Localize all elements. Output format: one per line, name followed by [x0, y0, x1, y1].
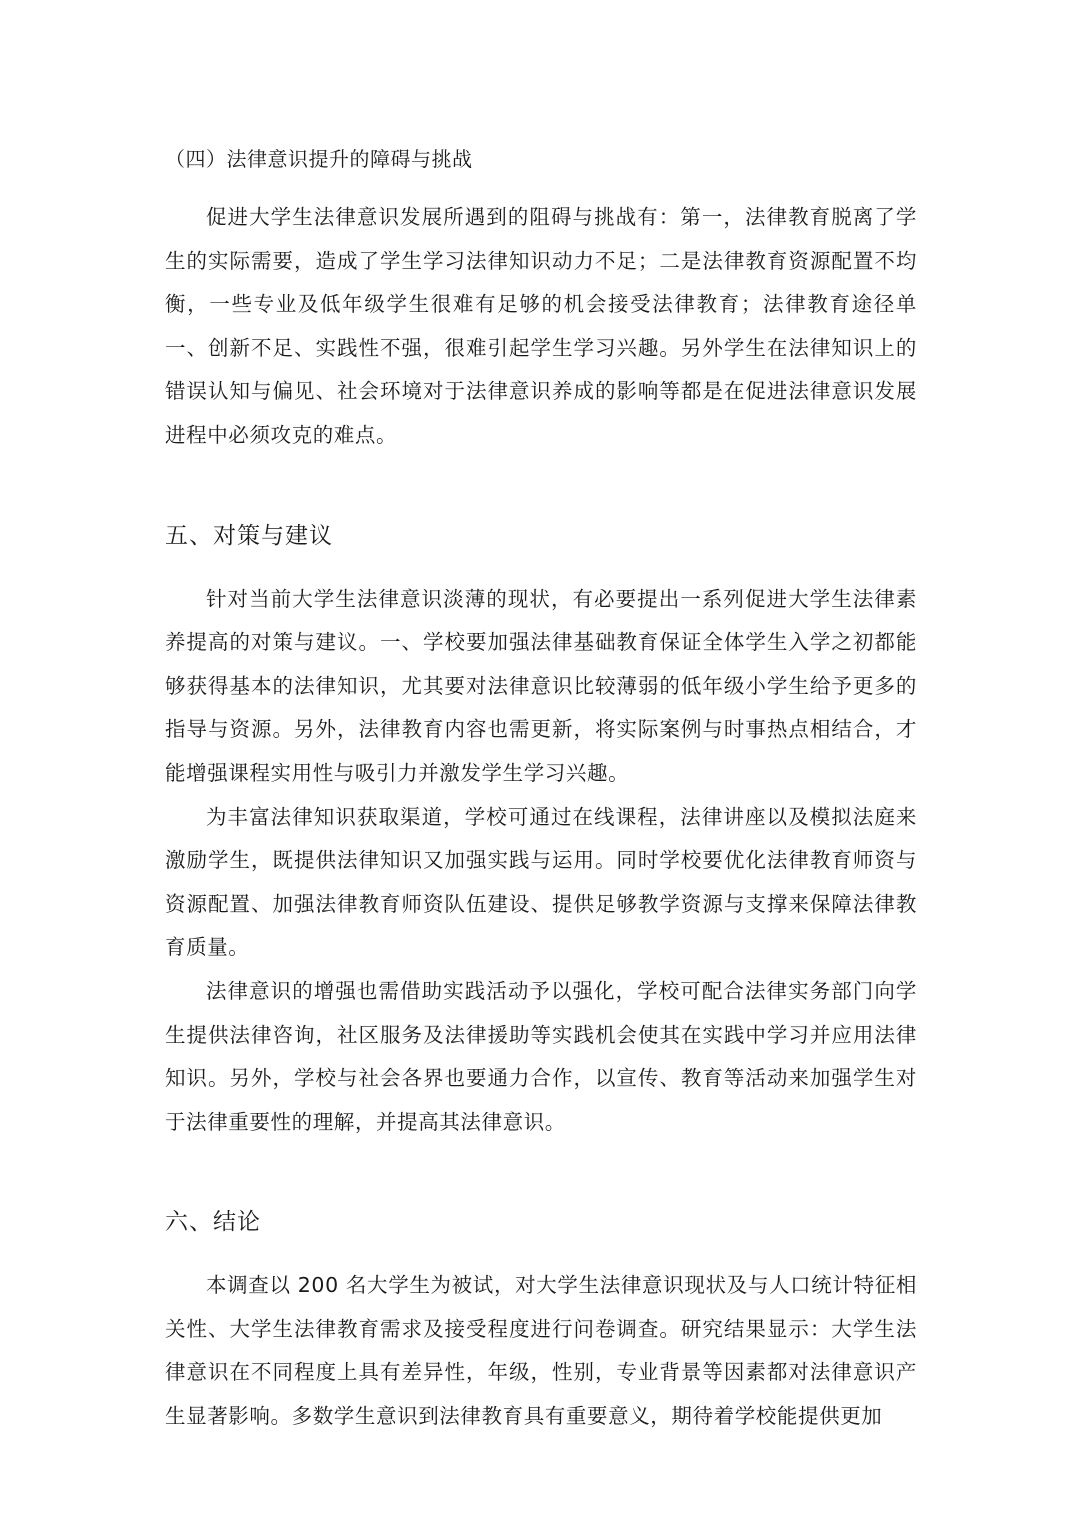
section-title-countermeasures: 五、对策与建议: [165, 522, 333, 549]
section-title-conclusion: 六、结论: [165, 1209, 261, 1236]
paragraph-countermeasures-3: 法律意识的增强也需借助实践活动予以强化，学校可配合法律实务部门向学生提供法律咨询，社区服务及法律援助等实践机会使其在实践中学习并应用法律知识。另外，学校与社会各界也要通力合作，以宣传、教育等活动来加强学生对于法律重要性的理解，并提高其法律意识。: [165, 978, 917, 1134]
paragraph-obstacles: 促进大学生法律意识发展所遇到的阻碍与挑战有：第一，法律教育脱离了学生的实际需要，造成了学生学习法律知识动力不足；二是法律教育资源配置不均衡，一些专业及低年级学生很难有足够的机会接受法律教育；法律教育途径单一、创新不足、实践性不强，很难引起学生学习兴趣。另外学生在法律知识上的错误认知与偏见、社会环境对于法律意识养成的影响等都是在促进法律意识发展进程中必须攻克的难点。: [165, 205, 917, 447]
paragraph-countermeasures-1: 针对当前大学生法律意识淡薄的现状，有必要提出一系列促进大学生法律素养提高的对策与建议。一、学校要加强法律基础教育保证全体学生入学之初都能够获得基本的法律知识，尤其要对法律意识比较薄弱的低年级小学生给予更多的指导与资源。另外，法律教育内容也需更新，将实际案例与时事热点相结合，才能增强课程实用性与吸引力并激发学生学习兴趣。: [165, 586, 917, 785]
paragraph-conclusion: 本调查以 200 名大学生为被试，对大学生法律意识现状及与人口统计特征相关性、大学生法律教育需求及接受程度进行问卷调查。研究结果显示：大学生法律意识在不同程度上具有差异性，年级，性别，专业背景等因素都对法律意识产生显著影响。多数学生意识到法律教育具有重要意义，期待着学校能提供更加: [165, 1273, 917, 1429]
paragraph-countermeasures-2: 为丰富法律知识获取渠道，学校可通过在线课程，法律讲座以及模拟法庭来激励学生，既提供法律知识又加强实践与运用。同时学校要优化法律教育师资与资源配置、加强法律教育师资队伍建设、提供足够教学资源与支撑来保障法律教育质量。: [165, 804, 917, 960]
page-content: [165, 140, 917, 1439]
subheading-obstacles: （四）法律意识提升的障碍与挑战: [165, 147, 473, 171]
